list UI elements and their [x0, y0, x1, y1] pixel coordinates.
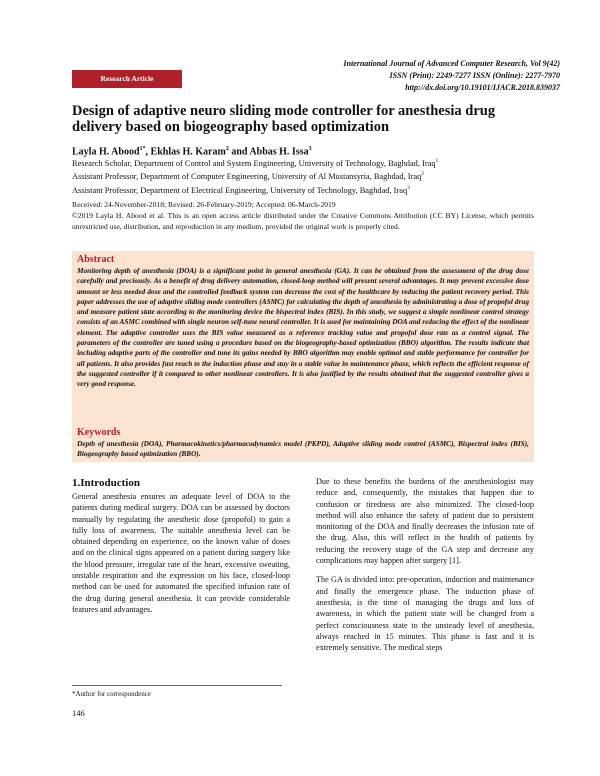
history-block [72, 199, 534, 232]
issn-line: ISSN (Print): 2249-7277 ISSN (Online): 2277-7970 [389, 71, 560, 80]
body-paragraph: Due to these benefits the burdens of the anesthesiologist may reduce and, consequently, the mistakes that happen due to confusion or tiredness are also minimized. The closed-loop method will also enhance the safety of patient due to persistent monitoring of the DOA and finally decreases the infusion rate of the drug. Also, this will reflect in the health of patients by reducing the recovery stage of the GA step and decrease any complications may happen after surgery [1]. [316, 477, 534, 566]
section-heading: 1.Introduction [72, 477, 140, 489]
article-type-badge: Research Article [72, 70, 182, 88]
keywords-box [72, 424, 534, 462]
dates-line: Received: 24-November-2018; Revised: 26-February-2019; Accepted: 06-March-2019 [72, 200, 336, 209]
journal-header [220, 58, 560, 94]
column-left [72, 476, 290, 615]
keywords-heading: Keywords [77, 427, 121, 438]
affiliation: Assistant Professor, Department of Electrical Engineering, University of Technology, Baghdad, Iraq$^3$ [72, 184, 410, 195]
author-marker: 2 [225, 146, 229, 152]
page-number: 146 [72, 708, 85, 718]
abstract-text: Monitoring depth of anesthesia (DOA) is a significant point in general anesthesia (GA). It can be obtained from the assessment of the drug dose carefully and preciously. As a benefit of drug delivery automation, closed-loop method will present several advantages. It may prevent excessive dose amount or less needed dose and the controlled feedback system can decrease the cost of the healthcare by reducing the patient recovery period. This paper addresses the use of adaptive sliding mode controllers (ASMC) for calculating the depth of anesthesia by administrating a dose of propofol drug and measure patient state according to the monitoring device the bispectral index (BIS). In this study, we suggest a simple nonlinear control strategy consists of an ASMC combined with single neuron self-tune neural controller. It is used for maintaining DOA and reducing the effect of the nonlinear element. The adaptive controller uses the BIS value measured as a reference tracking value and propofol dose rate as a control signal. The parameters of the controller are tuned using a procedure based on the biogeography-based optimization (BBO) algorithm. The results indicate that including adaptive parts of the controller and tune its gains needed by BBO algorithm may enable optimal and stable performance for controller for all patients. It also provides fast reach to the induction phase and stay in a stable value in maintenance phase, which reflects the efficient response of the suggested controller if it compared to other nonlinear controllers. It is also justified by the results obtained that the suggested controller gives a very good response. [77, 266, 529, 389]
doi-link[interactable]: http://dx.doi.org/10.19101/IJACR.2018.839037 [405, 83, 560, 92]
license-text: ©2019 Layla H. Abood et al. This is an open access article distributed under the Creative Commons Attribution (CC BY) License, which permits unrestricted use, distribution, and reproduction in any medium, provided the original work is properly cited. [72, 211, 534, 231]
keywords-text: Depth of anesthesia (DOA), Pharmacokinetics/pharmacodynamics model (PKPD), Adaptive sliding mode control (ASMC), Bispectral index (BIS), Biogeography based optimization (BBO). [77, 439, 529, 459]
body-paragraph: The GA is divided into: pre-operation, induction and maintenance and finally the emergence phase. The induction phase of anesthesia, is the time of managing the drugs and loss of awareness, in which the patient state will be changed from a perfect consciousness state to the unsteady level of anesthesia, always reached in 15 minutes. This phase is fast and it is extremely sensitive. The medical steps [316, 575, 534, 653]
author-separator: and [228, 146, 250, 158]
author-name: Layla H. Abood [72, 146, 140, 158]
footnote: *Author for correspondence [72, 690, 151, 698]
affiliation: Research Scholar, Department of Control and System Engineering, University of Technology, Baghdad, Iraq$^1$ [72, 158, 439, 168]
column-right [316, 476, 534, 653]
paper-title: Design of adaptive neuro sliding mode controller for anesthesia drug delivery based on biogeography based optimization [72, 103, 496, 135]
body-paragraph: General anesthesia ensures an adequate level of DOA to the patients during medical surgery. DOA can be assessed by doctors manually by regulating the anesthetic dose (propofol) to gain a fully loss of awareness. The suitable anesthesia level can be obtained depending on experience, on the known value of doses and on the clinical signs appeared on a patient during surgery like the blood pressure, irregular rate of the heart, excessive sweating, unstable respiration and the expression on his face, closed-loop method can be used for automated the specified infusion rate of the drug during general anesthesia. It can provide considerable features and advantages. [72, 492, 290, 614]
author-marker: 3 [308, 146, 312, 152]
journal-name: International Journal of Advanced Computer Research, Vol 9(42) [343, 59, 560, 68]
author-separator: , [145, 146, 151, 158]
author-name: Abbas H. Issa [249, 146, 309, 158]
author-marker: 1* [139, 146, 146, 152]
abstract-heading: Abstract [77, 254, 115, 265]
author-name: Ekhlas H. Karam [150, 146, 226, 158]
affiliations [72, 156, 534, 196]
affiliation: Assistant Professor, Department of Computer Engineering, University of Al Mustansyria, Baghdad, Iraq$^2$ [72, 171, 425, 182]
footnote-divider [72, 685, 282, 686]
